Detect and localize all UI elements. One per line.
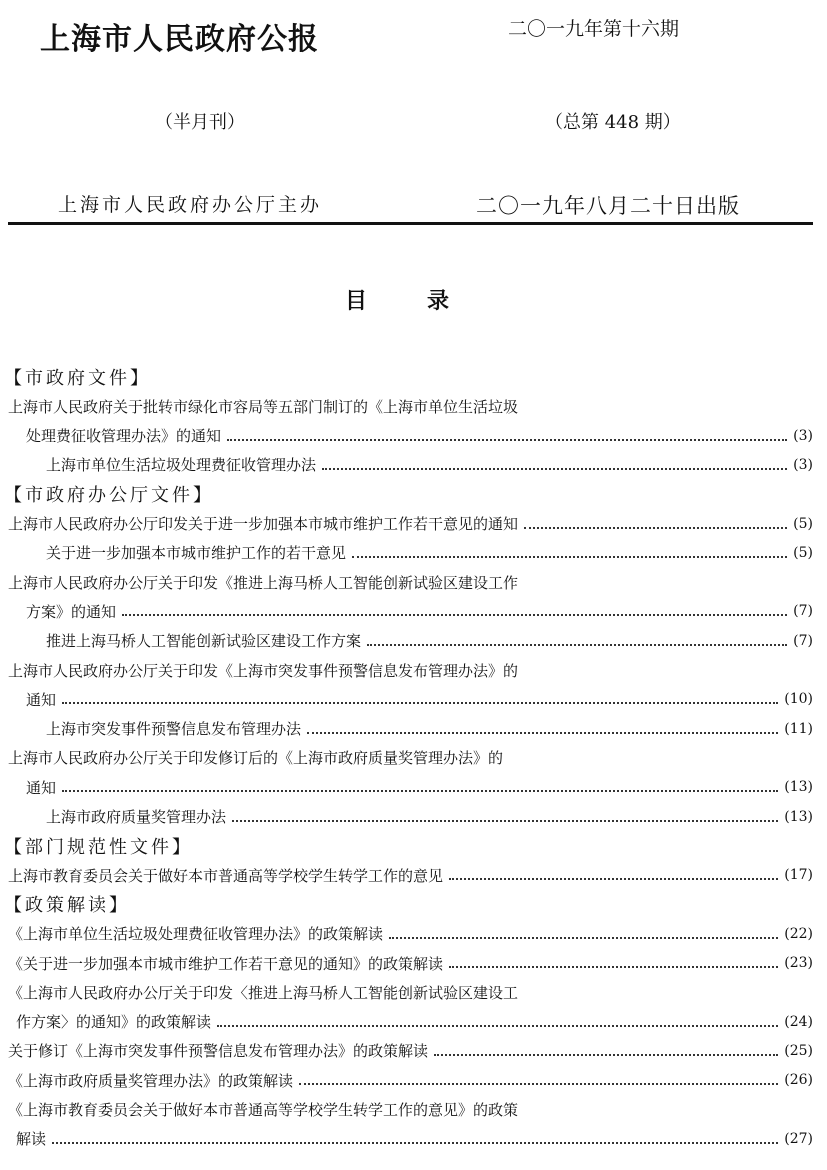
toc-entry-title: 《上海市人民政府办公厅关于印发〈推进上海马桥人工智能创新试验区建设工 bbox=[8, 983, 519, 1002]
toc-entry-title: 上海市政府质量奖管理办法 bbox=[46, 808, 227, 826]
toc-entry bbox=[0, 568, 813, 596]
toc-page-number: (13) bbox=[784, 779, 813, 796]
dot-leader bbox=[299, 1083, 778, 1085]
toc-heading: 目录 bbox=[345, 288, 510, 314]
toc-page-number: (25) bbox=[784, 1042, 813, 1059]
toc-entry-title: 《上海市单位生活垃圾处理费征收管理办法》的政策解读 bbox=[8, 925, 384, 944]
toc-page-number: (10) bbox=[784, 691, 813, 708]
toc-page-number: (3) bbox=[793, 427, 813, 444]
toc-page-number: (23) bbox=[784, 955, 813, 971]
dot-leader bbox=[62, 790, 778, 792]
toc-section-heading bbox=[0, 890, 817, 918]
toc-page-number: (13) bbox=[784, 808, 813, 825]
toc-entry bbox=[0, 744, 813, 772]
toc-section-heading bbox=[0, 832, 817, 860]
toc-entry-title: 通知 bbox=[26, 690, 57, 709]
toc-section-heading bbox=[0, 480, 817, 508]
dot-leader bbox=[122, 614, 787, 616]
toc-page-number: (5) bbox=[793, 544, 813, 561]
dot-leader bbox=[434, 1054, 778, 1056]
dot-leader bbox=[62, 702, 778, 704]
toc-page-number: (5) bbox=[793, 515, 813, 532]
dot-leader bbox=[217, 1025, 778, 1027]
publication-frequency: （半月刊） bbox=[155, 112, 245, 133]
toc-entry[interactable] bbox=[0, 1125, 813, 1153]
section-title: 【部门规范性文件】 bbox=[4, 836, 193, 858]
toc-entry[interactable] bbox=[0, 920, 813, 948]
dot-leader bbox=[524, 527, 787, 529]
toc-entry-title: 上海市人民政府办公厅关于印发《上海市突发事件预警信息发布管理办法》的 bbox=[8, 661, 519, 680]
toc-entry-title: 上海市人民政府办公厅印发关于进一步加强本市城市维护工作若干意见的通知 bbox=[8, 515, 519, 533]
dot-leader bbox=[232, 820, 778, 822]
toc-entry[interactable] bbox=[0, 685, 813, 713]
toc-entry bbox=[0, 656, 813, 684]
toc-page-number: (17) bbox=[784, 867, 813, 884]
toc-page-number: (7) bbox=[793, 603, 813, 620]
toc-section-heading bbox=[0, 363, 817, 391]
toc-entry-title: 通知 bbox=[26, 778, 57, 797]
issue-number: 二〇一九年第十六期 bbox=[508, 18, 680, 40]
toc-entry[interactable] bbox=[0, 1008, 813, 1036]
toc-entry-title: 方案》的通知 bbox=[26, 602, 117, 621]
toc-entry[interactable] bbox=[0, 451, 813, 479]
toc-page-number: (24) bbox=[784, 1013, 813, 1030]
publish-date: 二〇一九年八月二十日出版 bbox=[476, 194, 740, 218]
toc-page-number: (27) bbox=[784, 1130, 813, 1147]
toc-entry-title: 《关于进一步加强本市城市维护工作若干意见的通知》的政策解读 bbox=[8, 954, 444, 973]
dot-leader bbox=[307, 732, 778, 734]
toc-entry[interactable] bbox=[0, 803, 813, 831]
toc-entry-title: 上海市教育委员会关于做好本市普通高等学校学生转学工作的意见 bbox=[8, 866, 444, 885]
dot-leader bbox=[352, 556, 787, 558]
toc-page-number: (7) bbox=[793, 632, 813, 649]
toc-entry-title: 处理费征收管理办法》的通知 bbox=[26, 427, 222, 446]
toc-entry[interactable] bbox=[0, 510, 813, 538]
dot-leader bbox=[449, 878, 778, 880]
dot-leader bbox=[227, 439, 787, 441]
toc-entry[interactable] bbox=[0, 949, 813, 977]
toc-entry-title: 解读 bbox=[16, 1130, 47, 1149]
toc-entry-title: 上海市人民政府办公厅关于印发修订后的《上海市政府质量奖管理办法》的 bbox=[8, 749, 504, 768]
dot-leader bbox=[52, 1142, 778, 1144]
toc-entry-title: 上海市人民政府关于批转市绿化市容局等五部门制订的《上海市单位生活垃圾 bbox=[8, 397, 519, 416]
toc-entry-title: 作方案〉的通知》的政策解读 bbox=[16, 1013, 212, 1032]
toc-page-number: (26) bbox=[784, 1072, 813, 1089]
toc-entry[interactable] bbox=[0, 597, 813, 625]
dot-leader bbox=[322, 468, 787, 470]
toc-entry bbox=[0, 978, 813, 1006]
toc-entry-title: 推进上海马桥人工智能创新试验区建设工作方案 bbox=[46, 632, 362, 651]
publication-title: 上海市人民政府公报 bbox=[40, 22, 319, 57]
section-title: 【市政府文件】 bbox=[4, 368, 151, 389]
toc-page-number: (3) bbox=[793, 456, 813, 473]
toc-entry-title: 上海市单位生活垃圾处理费征收管理办法 bbox=[46, 456, 317, 475]
toc-entry[interactable] bbox=[0, 715, 813, 743]
dot-leader bbox=[449, 966, 778, 968]
header-divider bbox=[8, 222, 813, 225]
toc-page-number: (11) bbox=[784, 720, 813, 737]
section-title: 【政策解读】 bbox=[4, 895, 130, 917]
toc-entry[interactable] bbox=[0, 773, 813, 801]
toc-entry-title: 关于进一步加强本市城市维护工作的若干意见 bbox=[46, 544, 347, 563]
section-title: 【市政府办公厅文件】 bbox=[4, 485, 214, 507]
toc-entry[interactable] bbox=[0, 861, 813, 889]
dot-leader bbox=[389, 937, 778, 939]
dot-leader bbox=[367, 644, 787, 646]
toc-entry-title: 关于修订《上海市突发事件预警信息发布管理办法》的政策解读 bbox=[8, 1042, 429, 1061]
toc-page-number: (22) bbox=[784, 925, 813, 942]
total-issue-number: （总第 448 期） bbox=[545, 112, 681, 133]
toc-entry-title: 《上海市教育委员会关于做好本市普通高等学校学生转学工作的意见》的政策 bbox=[8, 1101, 519, 1119]
toc-entry[interactable] bbox=[0, 1066, 813, 1094]
toc-entry bbox=[0, 392, 813, 420]
toc-entry-title: 上海市人民政府办公厅关于印发《推进上海马桥人工智能创新试验区建设工作 bbox=[8, 573, 519, 592]
publisher: 上海市人民政府办公厅主办 bbox=[58, 194, 323, 216]
toc-entry[interactable] bbox=[0, 539, 813, 567]
toc-entry bbox=[0, 1096, 813, 1124]
toc-entry-title: 《上海市政府质量奖管理办法》的政策解读 bbox=[8, 1071, 294, 1090]
toc-entry[interactable] bbox=[0, 422, 813, 450]
toc-entry[interactable] bbox=[0, 627, 813, 655]
toc-entry[interactable] bbox=[0, 1037, 813, 1065]
toc-entry-title: 上海市突发事件预警信息发布管理办法 bbox=[46, 720, 302, 739]
